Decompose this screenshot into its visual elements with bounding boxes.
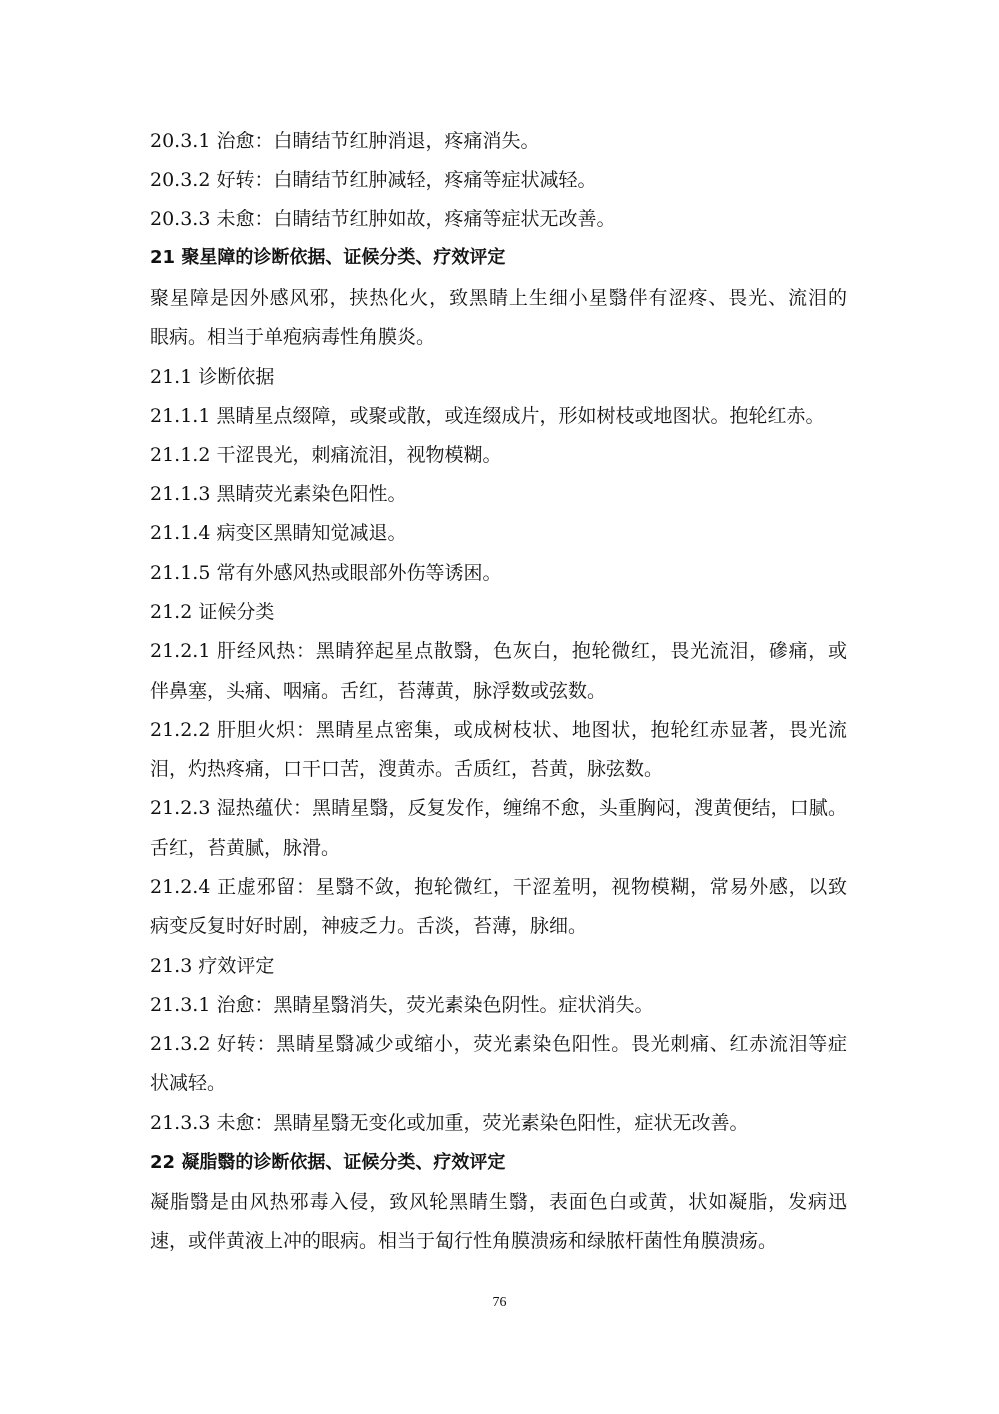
text-line: 21.1.5 常有外感风热或眼部外伤等诱困。 <box>150 562 502 584</box>
subsection-heading: 21.3 疗效评定 <box>150 955 275 977</box>
text-line: 20.3.1 治愈：白睛结节红肿消退，疼痛消失。 <box>150 130 540 152</box>
text-line: 20.3.2 好转：白睛结节红肿减轻，疼痛等症状减轻。 <box>150 169 597 191</box>
text-line: 伴鼻塞，头痛、咽痛。舌红，苔薄黄，脉浮数或弦数。 <box>150 680 607 702</box>
text-line: 病变反复时好时剧，神疲乏力。舌淡，苔薄，脉细。 <box>150 915 588 937</box>
text-line: 21.2.3 湿热蕴伏：黑睛星翳，反复发作，缠绵不愈，头重胸闷，溲黄便结，口腻。 <box>150 797 847 819</box>
text-line: 21.2.1 肝经风热：黑睛猝起星点散翳，色灰白，抱轮微红，畏光流泪，磣痛，或 <box>150 640 847 662</box>
text-line: 21.1.3 黑睛荧光素染色阳性。 <box>150 483 407 505</box>
text-line: 泪，灼热疼痛，口干口苦，溲黄赤。舌质红，苔黄，脉弦数。 <box>150 758 664 780</box>
subsection-heading: 21.1 诊断依据 <box>150 366 275 388</box>
text-line: 舌红，苔黄腻，脉滑。 <box>150 837 341 859</box>
text-line: 眼病。相当于单疱病毒性角膜炎。 <box>150 326 436 348</box>
text-line: 状减轻。 <box>150 1072 227 1094</box>
text-line: 速，或伴黄液上冲的眼病。相当于匐行性角膜溃疡和绿脓杆菌性角膜溃疡。 <box>150 1230 778 1252</box>
text-line: 21.1.1 黑睛星点缀障，或聚或散，或连缀成片，形如树枝或地图状。抱轮红赤。 <box>150 405 825 427</box>
text-line: 21.2.2 肝胆火炽：黑睛星点密集，或成树枝状、地图状，抱轮红赤显著，畏光流 <box>150 719 847 741</box>
section-heading: 22 凝脂翳的诊断依据、证候分类、疗效评定 <box>150 1152 506 1173</box>
text-line: 21.1.4 病变区黑睛知觉减退。 <box>150 522 407 544</box>
subsection-heading: 21.2 证候分类 <box>150 601 275 623</box>
text-line: 聚星障是因外感风邪，挟热化火，致黑睛上生细小星翳伴有涩疼、畏光、流泪的 <box>150 287 847 309</box>
text-line: 21.2.4 正虚邪留：星翳不敛，抱轮微红，干涩羞明，视物模糊，常易外感，以致 <box>150 876 847 898</box>
page-number: 76 <box>492 1295 507 1310</box>
text-line: 21.3.3 未愈：黑睛星翳无变化或加重，荧光素染色阳性，症状无改善。 <box>150 1112 749 1134</box>
section-heading: 21 聚星障的诊断依据、证候分类、疗效评定 <box>150 247 506 268</box>
text-line: 凝脂翳是由风热邪毒入侵，致风轮黑睛生翳，表面色白或黄，状如凝脂，发病迅 <box>150 1191 847 1213</box>
text-line: 20.3.3 未愈：白睛结节红肿如故，疼痛等症状无改善。 <box>150 208 616 230</box>
text-line: 21.3.1 治愈：黑睛星翳消失，荧光素染色阴性。症状消失。 <box>150 994 654 1016</box>
text-line: 21.1.2 干涩畏光，刺痛流泪，视物模糊。 <box>150 444 502 466</box>
text-line: 21.3.2 好转：黑睛星翳减少或缩小，荧光素染色阳性。畏光刺痛、红赤流泪等症 <box>150 1033 847 1055</box>
